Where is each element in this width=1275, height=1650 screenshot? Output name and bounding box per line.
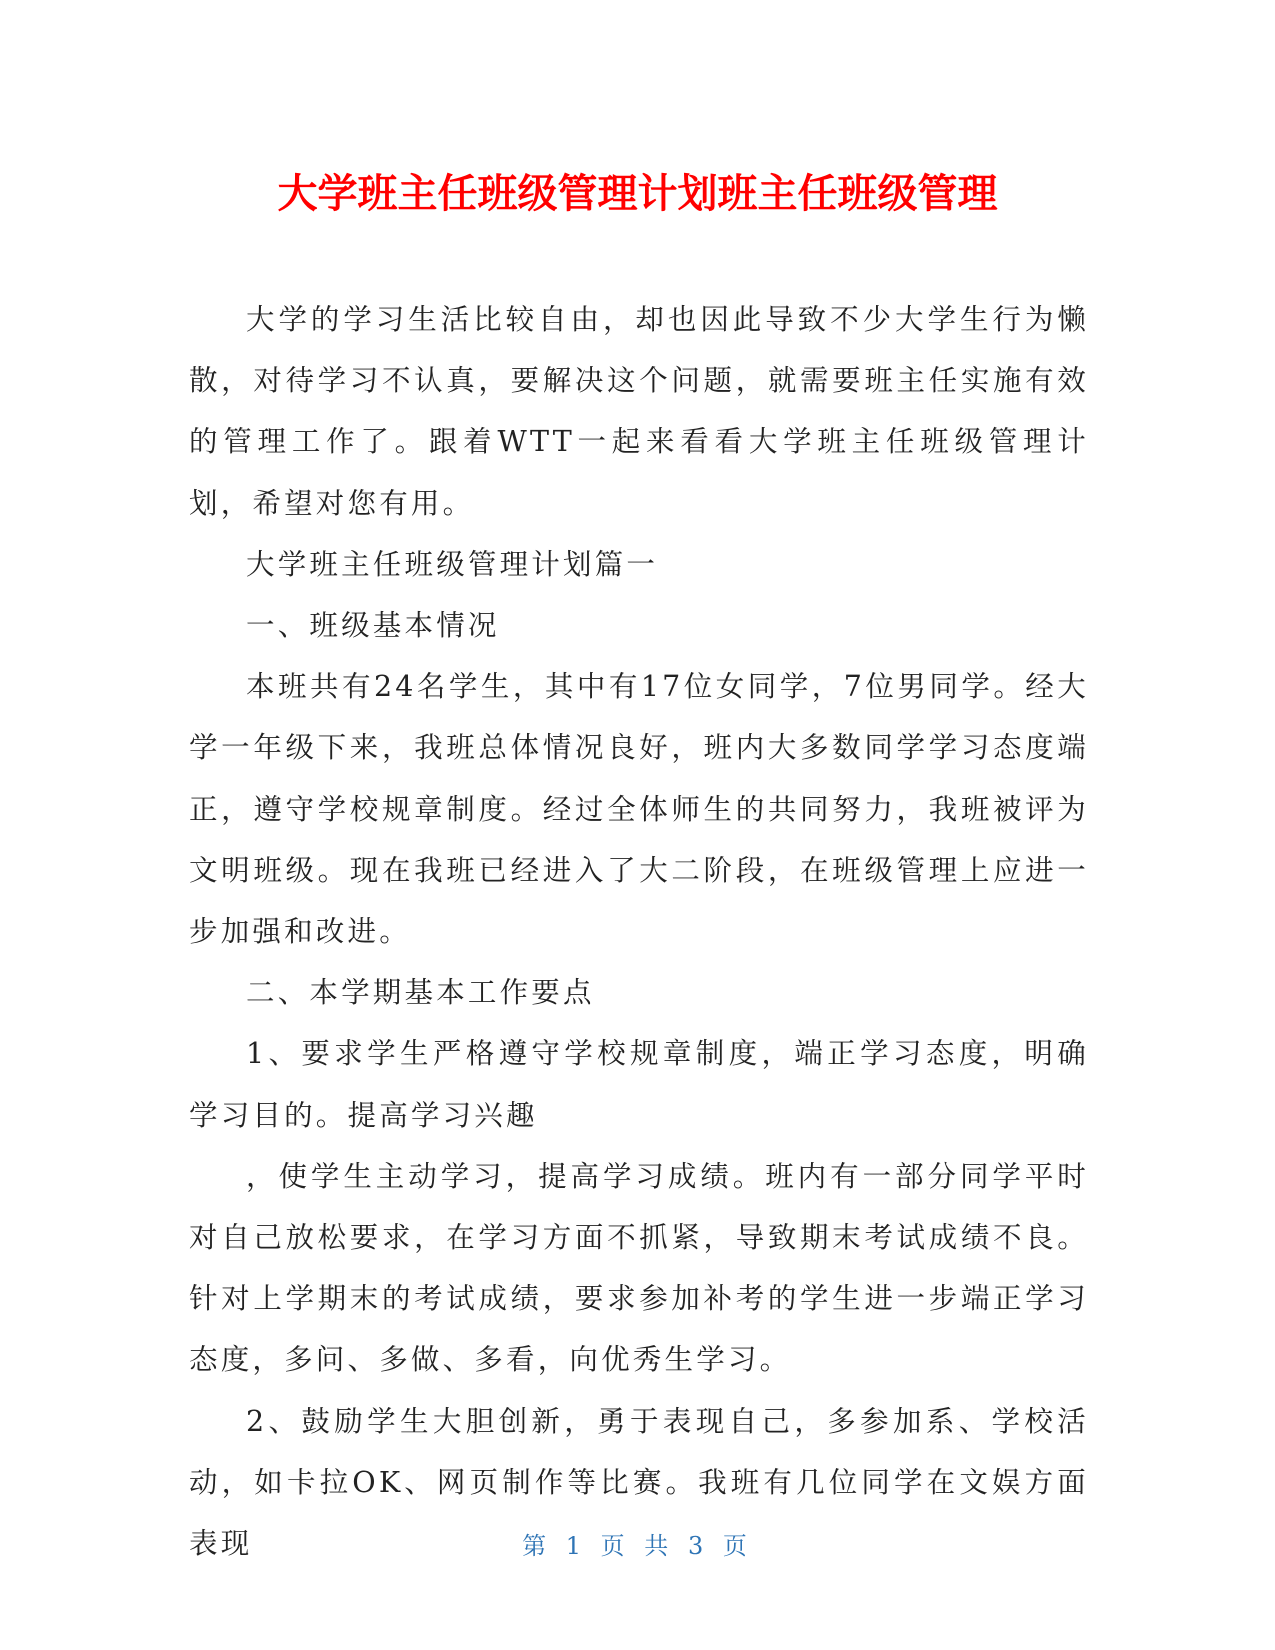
paragraph-point-1-cont: ，使学生主动学习，提高学习成绩。班内有一部分同学平时对自己放松要求，在学习方面不抓紧，导致期末考试成绩不良。针对上学期末的考试成绩，要求参加补考的学生进一步端正学习态度，多问、多做、多看，向优秀生学习。 [189, 1159, 1089, 1377]
paragraph-intro: 大学的学习生活比较自由，却也因此导致不少大学生行为懒散，对待学习不认真，要解决这个问题，就需要班主任实施有效的管理工作了。跟着WTT一起来看看大学班主任班级管理计划，希望对您有用。 [189, 303, 1089, 520]
section-heading-plan: 大学班主任班级管理计划篇一 [246, 547, 659, 581]
page-title: 大学班主任班级管理计划班主任班级管理 [277, 171, 998, 217]
paragraph-class-info: 本班共有24名学生，其中有17位女同学，7位男同学。经大学一年级下来，我班总体情况良好，班内大多数同学学习态度端正，遵守学校规章制度。经过全体师生的共同努力，我班被评为文明班级。现在我班已经进入了大二阶段，在班级管理上应进一步加强和改进。 [189, 670, 1089, 949]
section-heading-class-info: 一、班级基本情况 [246, 609, 500, 643]
document-body [189, 289, 1089, 1574]
paragraph-point-1: 1、要求学生严格遵守学校规章制度，端正学习态度，明确学习目的。提高学习兴趣 [189, 1037, 1089, 1132]
page-number: 第 1 页 共 3 页 [522, 1532, 753, 1560]
paragraph-point-2: 2、鼓励学生大胆创新，勇于表现自己，多参加系、学校活动，如卡拉OK、网页制作等比赛。我班有几位同学在文娱方面表现 [189, 1404, 1089, 1561]
section-heading-work-points: 二、本学期基本工作要点 [246, 976, 595, 1010]
